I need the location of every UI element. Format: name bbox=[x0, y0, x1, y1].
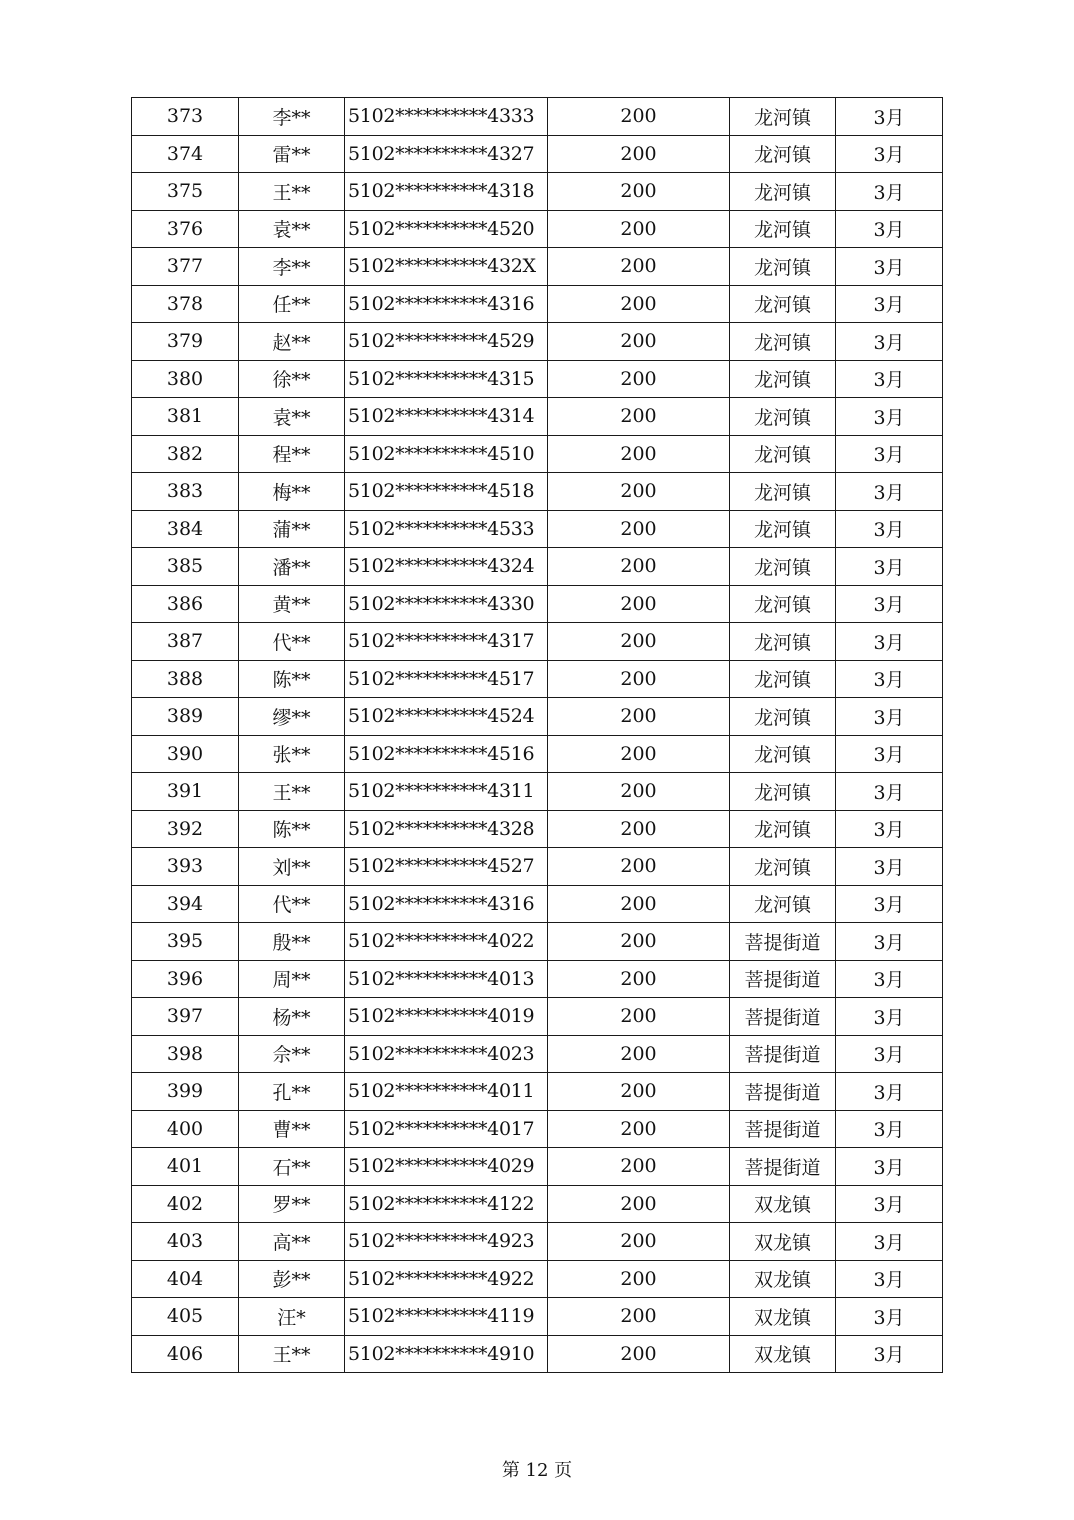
name-cell: 雷** bbox=[239, 135, 345, 173]
month-cell: 3月 bbox=[836, 548, 943, 586]
row-number-cell: 401 bbox=[132, 1148, 239, 1186]
month-cell: 3月 bbox=[836, 698, 943, 736]
table-row bbox=[132, 173, 943, 211]
id-number-cell: 5102**********4328 bbox=[345, 810, 548, 848]
table-row bbox=[132, 1110, 943, 1148]
table-row bbox=[132, 285, 943, 323]
name-cell: 孔** bbox=[239, 1073, 345, 1111]
id-number-cell: 5102**********4314 bbox=[345, 398, 548, 436]
row-number-cell: 389 bbox=[132, 698, 239, 736]
amount-cell: 200 bbox=[548, 773, 730, 811]
town-cell: 龙河镇 bbox=[730, 585, 836, 623]
amount-cell: 200 bbox=[548, 660, 730, 698]
amount-cell: 200 bbox=[548, 960, 730, 998]
name-cell: 刘** bbox=[239, 848, 345, 886]
table-row bbox=[132, 735, 943, 773]
row-number-cell: 387 bbox=[132, 623, 239, 661]
id-number-cell: 5102**********4529 bbox=[345, 323, 548, 361]
name-cell: 潘** bbox=[239, 548, 345, 586]
table-row bbox=[132, 923, 943, 961]
town-cell: 龙河镇 bbox=[730, 773, 836, 811]
month-cell: 3月 bbox=[836, 360, 943, 398]
month-cell: 3月 bbox=[836, 398, 943, 436]
town-cell: 龙河镇 bbox=[730, 173, 836, 211]
name-cell: 彭** bbox=[239, 1260, 345, 1298]
town-cell: 菩提街道 bbox=[730, 960, 836, 998]
month-cell: 3月 bbox=[836, 1260, 943, 1298]
amount-cell: 200 bbox=[548, 210, 730, 248]
month-cell: 3月 bbox=[836, 1110, 943, 1148]
id-number-cell: 5102**********4017 bbox=[345, 1110, 548, 1148]
row-number-cell: 385 bbox=[132, 548, 239, 586]
name-cell: 黄** bbox=[239, 585, 345, 623]
id-number-cell: 5102**********4922 bbox=[345, 1260, 548, 1298]
table-row bbox=[132, 698, 943, 736]
amount-cell: 200 bbox=[548, 173, 730, 211]
month-cell: 3月 bbox=[836, 735, 943, 773]
name-cell: 李** bbox=[239, 248, 345, 286]
id-number-cell: 5102**********4910 bbox=[345, 1335, 548, 1373]
name-cell: 蒲** bbox=[239, 510, 345, 548]
row-number-cell: 397 bbox=[132, 998, 239, 1036]
town-cell: 龙河镇 bbox=[730, 360, 836, 398]
id-number-cell: 5102**********4333 bbox=[345, 98, 548, 136]
row-number-cell: 383 bbox=[132, 473, 239, 511]
table-row bbox=[132, 210, 943, 248]
town-cell: 菩提街道 bbox=[730, 923, 836, 961]
name-cell: 王** bbox=[239, 773, 345, 811]
town-cell: 菩提街道 bbox=[730, 1073, 836, 1111]
id-number-cell: 5102**********4122 bbox=[345, 1185, 548, 1223]
table-row bbox=[132, 960, 943, 998]
amount-cell: 200 bbox=[548, 135, 730, 173]
table-row bbox=[132, 435, 943, 473]
id-number-cell: 5102**********4327 bbox=[345, 135, 548, 173]
row-number-cell: 391 bbox=[132, 773, 239, 811]
amount-cell: 200 bbox=[548, 623, 730, 661]
town-cell: 龙河镇 bbox=[730, 698, 836, 736]
month-cell: 3月 bbox=[836, 1335, 943, 1373]
town-cell: 龙河镇 bbox=[730, 473, 836, 511]
table-row bbox=[132, 1035, 943, 1073]
id-number-cell: 5102**********4330 bbox=[345, 585, 548, 623]
name-cell: 赵** bbox=[239, 323, 345, 361]
month-cell: 3月 bbox=[836, 660, 943, 698]
amount-cell: 200 bbox=[548, 435, 730, 473]
row-number-cell: 390 bbox=[132, 735, 239, 773]
town-cell: 龙河镇 bbox=[730, 660, 836, 698]
name-cell: 佘** bbox=[239, 1035, 345, 1073]
row-number-cell: 394 bbox=[132, 885, 239, 923]
month-cell: 3月 bbox=[836, 1148, 943, 1186]
roster-body bbox=[132, 98, 943, 1373]
row-number-cell: 400 bbox=[132, 1110, 239, 1148]
town-cell: 双龙镇 bbox=[730, 1260, 836, 1298]
month-cell: 3月 bbox=[836, 248, 943, 286]
town-cell: 双龙镇 bbox=[730, 1298, 836, 1336]
month-cell: 3月 bbox=[836, 473, 943, 511]
table-row bbox=[132, 135, 943, 173]
table-row bbox=[132, 360, 943, 398]
month-cell: 3月 bbox=[836, 323, 943, 361]
town-cell: 龙河镇 bbox=[730, 285, 836, 323]
month-cell: 3月 bbox=[836, 285, 943, 323]
month-cell: 3月 bbox=[836, 848, 943, 886]
name-cell: 程** bbox=[239, 435, 345, 473]
row-number-cell: 399 bbox=[132, 1073, 239, 1111]
name-cell: 缪** bbox=[239, 698, 345, 736]
row-number-cell: 402 bbox=[132, 1185, 239, 1223]
town-cell: 龙河镇 bbox=[730, 98, 836, 136]
row-number-cell: 382 bbox=[132, 435, 239, 473]
name-cell: 罗** bbox=[239, 1185, 345, 1223]
id-number-cell: 5102**********4527 bbox=[345, 848, 548, 886]
table-row bbox=[132, 1073, 943, 1111]
row-number-cell: 377 bbox=[132, 248, 239, 286]
name-cell: 汪* bbox=[239, 1298, 345, 1336]
town-cell: 龙河镇 bbox=[730, 810, 836, 848]
table-row bbox=[132, 660, 943, 698]
table-row bbox=[132, 885, 943, 923]
amount-cell: 200 bbox=[548, 585, 730, 623]
amount-cell: 200 bbox=[548, 398, 730, 436]
id-number-cell: 5102**********4011 bbox=[345, 1073, 548, 1111]
table-row bbox=[132, 1335, 943, 1373]
name-cell: 徐** bbox=[239, 360, 345, 398]
amount-cell: 200 bbox=[548, 735, 730, 773]
month-cell: 3月 bbox=[836, 810, 943, 848]
id-number-cell: 5102**********4524 bbox=[345, 698, 548, 736]
month-cell: 3月 bbox=[836, 173, 943, 211]
name-cell: 高** bbox=[239, 1223, 345, 1261]
id-number-cell: 5102**********4533 bbox=[345, 510, 548, 548]
name-cell: 殷** bbox=[239, 923, 345, 961]
town-cell: 龙河镇 bbox=[730, 510, 836, 548]
table-row bbox=[132, 773, 943, 811]
amount-cell: 200 bbox=[548, 923, 730, 961]
name-cell: 周** bbox=[239, 960, 345, 998]
month-cell: 3月 bbox=[836, 960, 943, 998]
id-number-cell: 5102**********4316 bbox=[345, 285, 548, 323]
subsidy-roster-table bbox=[131, 97, 943, 1373]
town-cell: 龙河镇 bbox=[730, 210, 836, 248]
amount-cell: 200 bbox=[548, 1298, 730, 1336]
name-cell: 张** bbox=[239, 735, 345, 773]
id-number-cell: 5102**********4318 bbox=[345, 173, 548, 211]
month-cell: 3月 bbox=[836, 998, 943, 1036]
month-cell: 3月 bbox=[836, 585, 943, 623]
table-row bbox=[132, 1298, 943, 1336]
row-number-cell: 406 bbox=[132, 1335, 239, 1373]
town-cell: 龙河镇 bbox=[730, 885, 836, 923]
amount-cell: 200 bbox=[548, 1035, 730, 1073]
name-cell: 代** bbox=[239, 885, 345, 923]
id-number-cell: 5102**********4119 bbox=[345, 1298, 548, 1336]
table-row bbox=[132, 585, 943, 623]
name-cell: 袁** bbox=[239, 210, 345, 248]
town-cell: 龙河镇 bbox=[730, 735, 836, 773]
id-number-cell: 5102**********4510 bbox=[345, 435, 548, 473]
amount-cell: 200 bbox=[548, 1148, 730, 1186]
month-cell: 3月 bbox=[836, 923, 943, 961]
id-number-cell: 5102**********4516 bbox=[345, 735, 548, 773]
page-footer: 第 12 页 bbox=[501, 1460, 573, 1481]
town-cell: 双龙镇 bbox=[730, 1335, 836, 1373]
row-number-cell: 384 bbox=[132, 510, 239, 548]
table-row bbox=[132, 548, 943, 586]
town-cell: 菩提街道 bbox=[730, 1110, 836, 1148]
month-cell: 3月 bbox=[836, 210, 943, 248]
month-cell: 3月 bbox=[836, 885, 943, 923]
table-row bbox=[132, 848, 943, 886]
town-cell: 龙河镇 bbox=[730, 435, 836, 473]
row-number-cell: 375 bbox=[132, 173, 239, 211]
row-number-cell: 378 bbox=[132, 285, 239, 323]
row-number-cell: 376 bbox=[132, 210, 239, 248]
row-number-cell: 392 bbox=[132, 810, 239, 848]
name-cell: 李** bbox=[239, 98, 345, 136]
month-cell: 3月 bbox=[836, 98, 943, 136]
table-row bbox=[132, 323, 943, 361]
month-cell: 3月 bbox=[836, 1035, 943, 1073]
town-cell: 双龙镇 bbox=[730, 1223, 836, 1261]
row-number-cell: 373 bbox=[132, 98, 239, 136]
name-cell: 杨** bbox=[239, 998, 345, 1036]
town-cell: 双龙镇 bbox=[730, 1185, 836, 1223]
amount-cell: 200 bbox=[548, 1185, 730, 1223]
name-cell: 代** bbox=[239, 623, 345, 661]
name-cell: 王** bbox=[239, 173, 345, 211]
table-row bbox=[132, 1185, 943, 1223]
row-number-cell: 379 bbox=[132, 323, 239, 361]
amount-cell: 200 bbox=[548, 248, 730, 286]
month-cell: 3月 bbox=[836, 1298, 943, 1336]
id-number-cell: 5102**********4518 bbox=[345, 473, 548, 511]
amount-cell: 200 bbox=[548, 848, 730, 886]
name-cell: 袁** bbox=[239, 398, 345, 436]
amount-cell: 200 bbox=[548, 98, 730, 136]
row-number-cell: 403 bbox=[132, 1223, 239, 1261]
amount-cell: 200 bbox=[548, 1335, 730, 1373]
name-cell: 任** bbox=[239, 285, 345, 323]
amount-cell: 200 bbox=[548, 360, 730, 398]
row-number-cell: 404 bbox=[132, 1260, 239, 1298]
town-cell: 菩提街道 bbox=[730, 1035, 836, 1073]
table-row bbox=[132, 1223, 943, 1261]
town-cell: 龙河镇 bbox=[730, 623, 836, 661]
table-row bbox=[132, 998, 943, 1036]
name-cell: 陈** bbox=[239, 810, 345, 848]
id-number-cell: 5102**********4022 bbox=[345, 923, 548, 961]
table-row bbox=[132, 1260, 943, 1298]
name-cell: 陈** bbox=[239, 660, 345, 698]
row-number-cell: 396 bbox=[132, 960, 239, 998]
id-number-cell: 5102**********4923 bbox=[345, 1223, 548, 1261]
town-cell: 龙河镇 bbox=[730, 548, 836, 586]
table-row bbox=[132, 510, 943, 548]
month-cell: 3月 bbox=[836, 1223, 943, 1261]
name-cell: 曹** bbox=[239, 1110, 345, 1148]
id-number-cell: 5102**********4023 bbox=[345, 1035, 548, 1073]
id-number-cell: 5102**********4517 bbox=[345, 660, 548, 698]
amount-cell: 200 bbox=[548, 1260, 730, 1298]
month-cell: 3月 bbox=[836, 773, 943, 811]
id-number-cell: 5102**********4315 bbox=[345, 360, 548, 398]
id-number-cell: 5102**********4013 bbox=[345, 960, 548, 998]
town-cell: 龙河镇 bbox=[730, 848, 836, 886]
month-cell: 3月 bbox=[836, 1185, 943, 1223]
month-cell: 3月 bbox=[836, 135, 943, 173]
amount-cell: 200 bbox=[548, 285, 730, 323]
name-cell: 石** bbox=[239, 1148, 345, 1186]
table-row bbox=[132, 248, 943, 286]
id-number-cell: 5102**********4311 bbox=[345, 773, 548, 811]
amount-cell: 200 bbox=[548, 885, 730, 923]
amount-cell: 200 bbox=[548, 548, 730, 586]
month-cell: 3月 bbox=[836, 623, 943, 661]
amount-cell: 200 bbox=[548, 1110, 730, 1148]
amount-cell: 200 bbox=[548, 323, 730, 361]
table-row bbox=[132, 1148, 943, 1186]
id-number-cell: 5102**********4316 bbox=[345, 885, 548, 923]
id-number-cell: 5102**********4520 bbox=[345, 210, 548, 248]
table-row bbox=[132, 810, 943, 848]
row-number-cell: 405 bbox=[132, 1298, 239, 1336]
table-row bbox=[132, 98, 943, 136]
row-number-cell: 381 bbox=[132, 398, 239, 436]
amount-cell: 200 bbox=[548, 698, 730, 736]
table-row bbox=[132, 398, 943, 436]
row-number-cell: 393 bbox=[132, 848, 239, 886]
row-number-cell: 388 bbox=[132, 660, 239, 698]
name-cell: 梅** bbox=[239, 473, 345, 511]
row-number-cell: 380 bbox=[132, 360, 239, 398]
month-cell: 3月 bbox=[836, 510, 943, 548]
town-cell: 龙河镇 bbox=[730, 398, 836, 436]
row-number-cell: 395 bbox=[132, 923, 239, 961]
id-number-cell: 5102**********4317 bbox=[345, 623, 548, 661]
table-row bbox=[132, 473, 943, 511]
amount-cell: 200 bbox=[548, 998, 730, 1036]
month-cell: 3月 bbox=[836, 1073, 943, 1111]
month-cell: 3月 bbox=[836, 435, 943, 473]
name-cell: 王** bbox=[239, 1335, 345, 1373]
amount-cell: 200 bbox=[548, 510, 730, 548]
id-number-cell: 5102**********4324 bbox=[345, 548, 548, 586]
town-cell: 龙河镇 bbox=[730, 323, 836, 361]
amount-cell: 200 bbox=[548, 1223, 730, 1261]
town-cell: 龙河镇 bbox=[730, 135, 836, 173]
town-cell: 菩提街道 bbox=[730, 1148, 836, 1186]
amount-cell: 200 bbox=[548, 473, 730, 511]
amount-cell: 200 bbox=[548, 1073, 730, 1111]
row-number-cell: 386 bbox=[132, 585, 239, 623]
amount-cell: 200 bbox=[548, 810, 730, 848]
row-number-cell: 374 bbox=[132, 135, 239, 173]
town-cell: 龙河镇 bbox=[730, 248, 836, 286]
id-number-cell: 5102**********432X bbox=[345, 248, 548, 286]
row-number-cell: 398 bbox=[132, 1035, 239, 1073]
table-row bbox=[132, 623, 943, 661]
town-cell: 菩提街道 bbox=[730, 998, 836, 1036]
id-number-cell: 5102**********4029 bbox=[345, 1148, 548, 1186]
id-number-cell: 5102**********4019 bbox=[345, 998, 548, 1036]
